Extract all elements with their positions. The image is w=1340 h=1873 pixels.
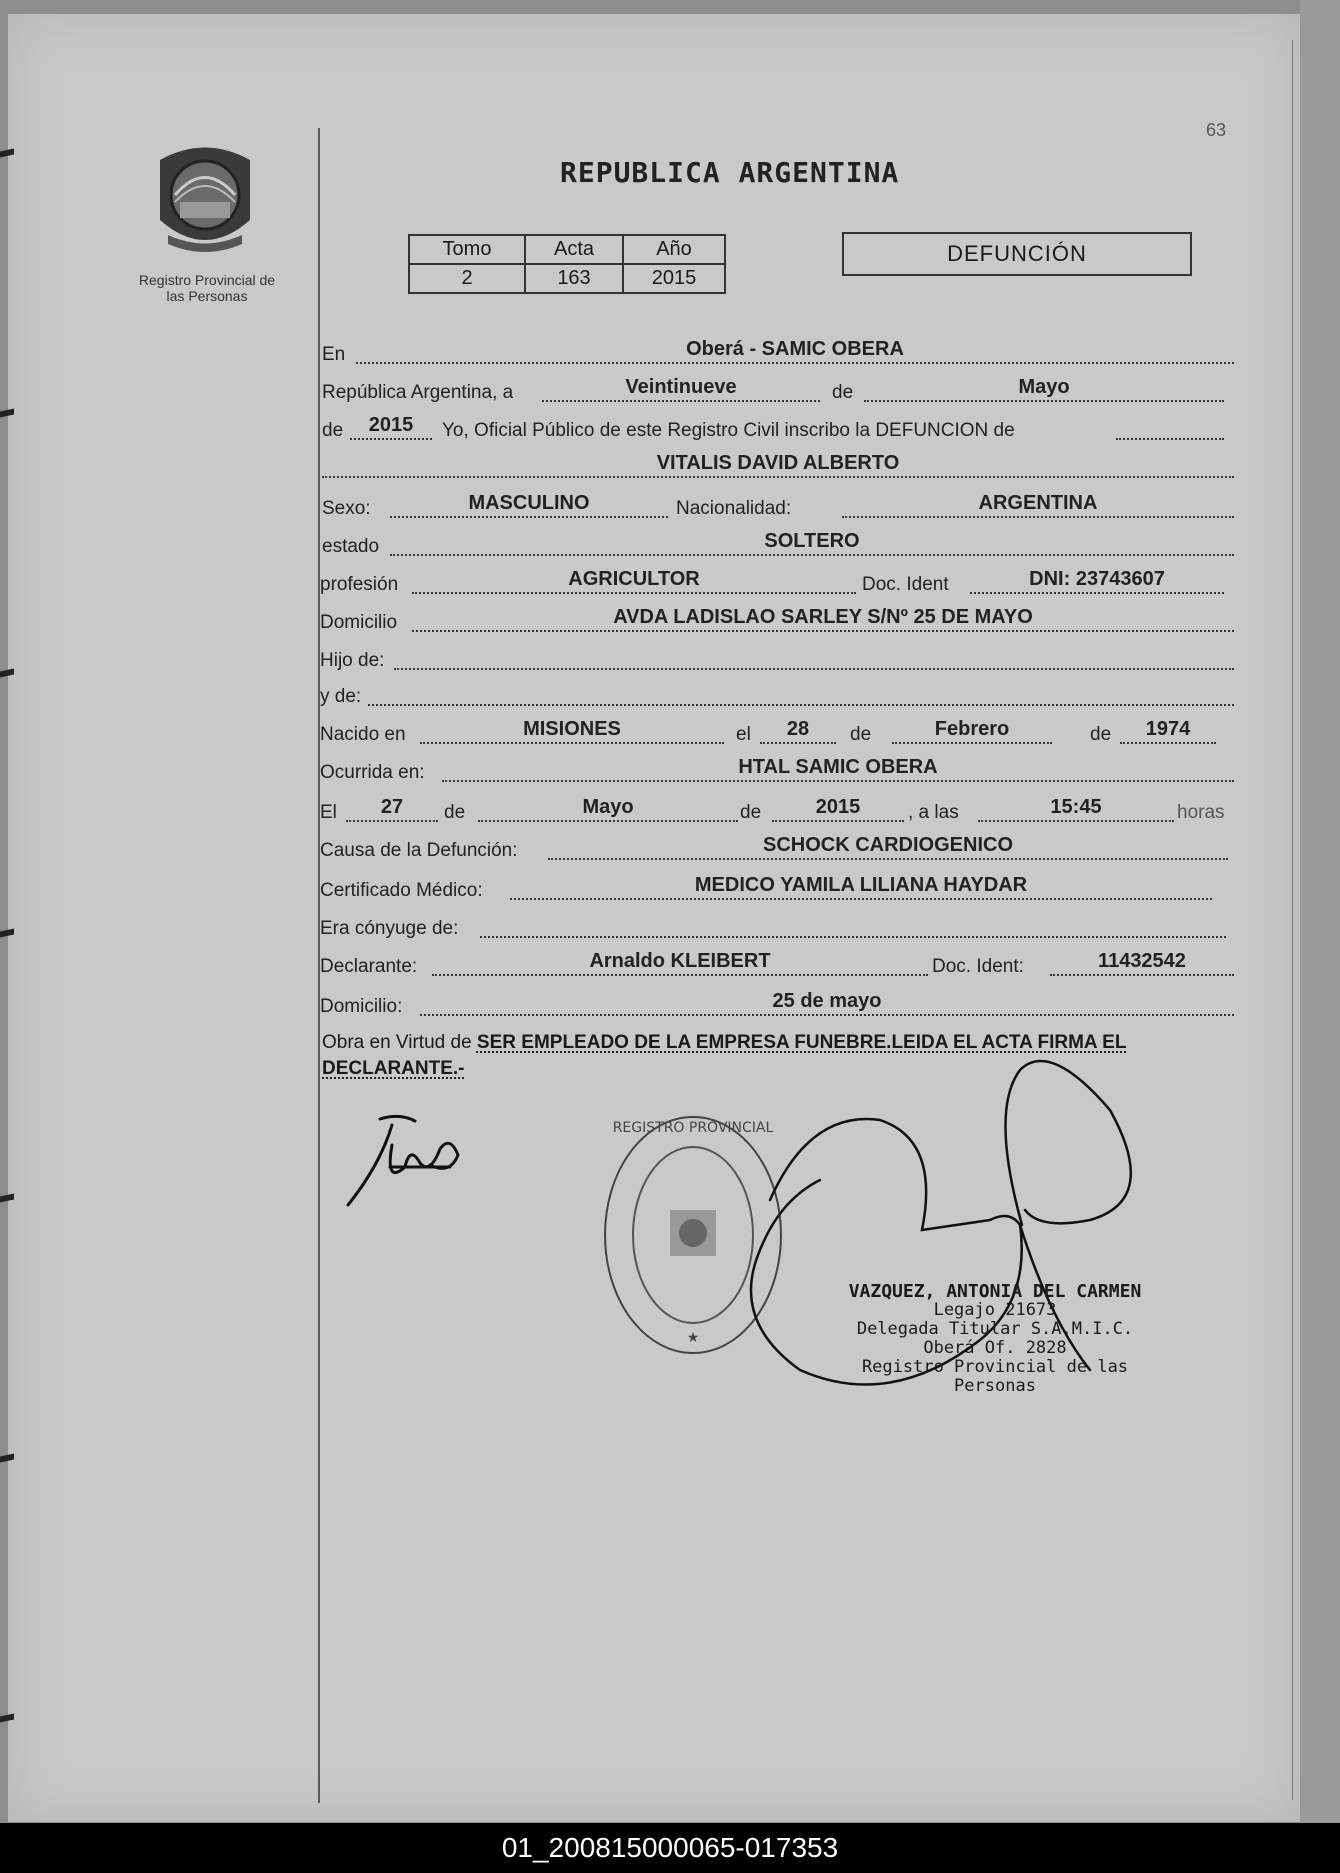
registro-caption xyxy=(122,272,292,304)
domicilio-value: AVDA LADISLAO SARLEY S/Nº 25 DE MAYO xyxy=(412,606,1234,632)
en-label: En xyxy=(322,344,346,365)
declarante-label: Declarante: xyxy=(320,956,418,977)
table-cell: 163 xyxy=(525,264,623,293)
de-label: de xyxy=(1090,724,1112,745)
inscribo-text: Yo, Oficial Público de este Registro Civil inscribo la DEFUNCION de xyxy=(442,420,1015,441)
signature-icon xyxy=(340,1105,500,1215)
doc-ident-label: Doc. Ident xyxy=(862,574,949,595)
republica-label: República Argentina, a xyxy=(322,382,514,403)
table-header: Año xyxy=(623,235,725,264)
doc-ident-label: Doc. Ident: xyxy=(932,956,1024,977)
svg-text:★: ★ xyxy=(686,1329,700,1345)
official-legajo: Legajo 21673 xyxy=(933,1300,1057,1320)
row-causa xyxy=(320,834,1235,872)
y-de-label: y de: xyxy=(320,686,362,707)
row-republica xyxy=(320,376,1235,414)
month-value: Mayo xyxy=(864,376,1224,402)
row-domicilio xyxy=(320,606,1235,644)
official-signature-block xyxy=(840,1282,1150,1396)
el-label: El xyxy=(320,802,337,823)
blank-fill xyxy=(1116,414,1224,440)
row-sexo xyxy=(320,492,1235,530)
death-day: 27 xyxy=(346,796,438,822)
de-label: de xyxy=(322,420,344,441)
estado-label: estado xyxy=(322,536,380,557)
row-yde xyxy=(320,686,1235,718)
hijo-value xyxy=(394,644,1234,670)
obra-value: SER EMPLEADO DE LA EMPRESA FUNEBRE.LEIDA EL ACTA FIRMA EL DECLARANTE.- xyxy=(322,1032,1127,1079)
certificado-label: Certificado Médico: xyxy=(320,880,483,901)
obra-label: Obra en Virtud de xyxy=(322,1032,472,1053)
nacionalidad-value: ARGENTINA xyxy=(842,492,1234,518)
profesion-value: AGRICULTOR xyxy=(412,568,856,594)
estado-value: SOLTERO xyxy=(390,530,1234,556)
page-title: REPUBLICA ARGENTINA xyxy=(560,156,900,189)
de-label: de xyxy=(740,802,762,823)
sexo-value: MASCULINO xyxy=(390,492,668,518)
horas-label: horas xyxy=(1177,802,1225,823)
scan-edge xyxy=(1300,0,1340,1823)
declarante-value: Arnaldo KLEIBERT xyxy=(432,950,928,976)
row-profesion xyxy=(320,568,1235,606)
conyuge-value xyxy=(480,912,1226,938)
registro-line2: las Personas xyxy=(166,288,248,304)
a-las-label: , a las xyxy=(908,802,959,823)
day-value: Veintinueve xyxy=(542,376,820,402)
causa-label: Causa de la Defunción: xyxy=(320,840,518,861)
declarante-doc-value: 11432542 xyxy=(1050,950,1234,976)
tomo-acta-table xyxy=(408,234,726,294)
declarante-domicilio-value: 25 de mayo xyxy=(420,990,1234,1016)
row-year xyxy=(320,414,1235,452)
row-ocurrida xyxy=(320,756,1235,794)
ocurrida-value: HTAL SAMIC OBERA xyxy=(442,756,1234,782)
year-value: 2015 xyxy=(350,414,432,440)
y-de-value xyxy=(368,680,1234,706)
birth-month: Febrero xyxy=(892,718,1052,744)
domicilio-label: Domicilio: xyxy=(320,996,403,1017)
de-label: de xyxy=(850,724,872,745)
misiones-seal-icon xyxy=(150,140,260,260)
table-cell: 2 xyxy=(409,264,525,293)
deceased-name: VITALIS DAVID ALBERTO xyxy=(322,452,1234,478)
domicilio-label: Domicilio xyxy=(320,612,398,633)
death-year: 2015 xyxy=(772,796,904,822)
row-en xyxy=(320,338,1235,376)
causa-value: SCHOCK CARDIOGENICO xyxy=(548,834,1228,860)
svg-text:REGISTRO PROVINCIAL: REGISTRO PROVINCIAL xyxy=(612,1120,774,1136)
row-certificado xyxy=(320,874,1235,912)
nacionalidad-label: Nacionalidad: xyxy=(676,498,792,519)
scan-id-footer: 01_200815000065-017353 xyxy=(0,1823,1340,1873)
ocurrida-label: Ocurrida en: xyxy=(320,762,425,783)
official-name: VAZQUEZ, ANTONIA DEL CARMEN xyxy=(848,1281,1142,1302)
row-domicilio2 xyxy=(320,990,1235,1028)
row-hijo xyxy=(320,650,1235,682)
death-month: Mayo xyxy=(478,796,738,822)
doc-ident-value: DNI: 23743607 xyxy=(970,568,1224,594)
act-type-box: DEFUNCIÓN xyxy=(842,232,1192,276)
row-name xyxy=(320,452,1235,490)
de-label: de xyxy=(444,802,466,823)
el-label: el xyxy=(736,724,751,745)
official-position: Delegada Titular S.A.M.I.C. Oberá Of. 2828 xyxy=(856,1319,1134,1358)
row-conyuge xyxy=(320,918,1235,950)
page-number: 63 xyxy=(1206,120,1227,140)
row-estado xyxy=(320,530,1235,568)
nacido-label: Nacido en xyxy=(320,724,406,745)
row-declarante xyxy=(320,950,1235,988)
official-registro: Registro Provincial de las Personas xyxy=(861,1357,1129,1396)
table-header: Acta xyxy=(525,235,623,264)
registro-line1: Registro Provincial de xyxy=(138,272,276,288)
en-value: Oberá - SAMIC OBERA xyxy=(356,338,1234,364)
right-margin-line xyxy=(1292,40,1293,1800)
de-label: de xyxy=(832,382,854,403)
conyuge-label: Era cónyuge de: xyxy=(320,918,459,939)
birth-day: 28 xyxy=(760,718,836,744)
sexo-label: Sexo: xyxy=(322,498,371,519)
certificado-value: MEDICO YAMILA LILIANA HAYDAR xyxy=(510,874,1212,900)
table-header: Tomo xyxy=(409,235,525,264)
table-cell: 2015 xyxy=(623,264,725,293)
row-nacido xyxy=(320,718,1235,756)
profesion-label: profesión xyxy=(320,574,399,595)
hijo-label: Hijo de: xyxy=(320,650,385,671)
nacido-value: MISIONES xyxy=(420,718,724,744)
birth-year: 1974 xyxy=(1120,718,1216,744)
death-time: 15:45 xyxy=(978,796,1174,822)
row-death-date xyxy=(320,796,1235,834)
